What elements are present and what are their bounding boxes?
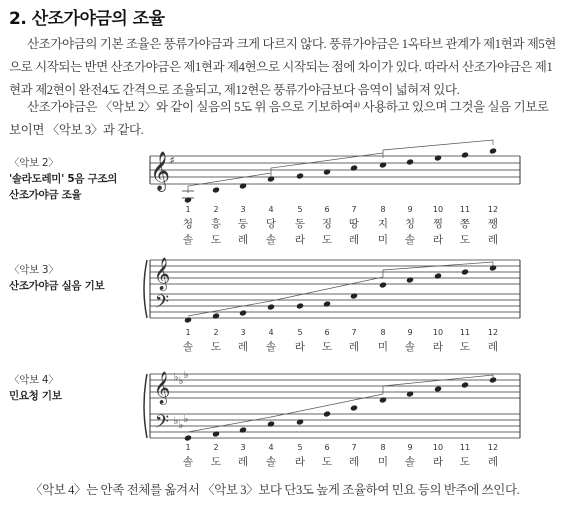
ex3-solfege: 도 (321, 341, 333, 353)
ex4-solfege: 솔 (404, 456, 416, 468)
ex2-string-number: 8 (380, 205, 386, 214)
paragraph-3-text: 〈악보 4〉는 안족 전체를 옮겨서 〈악보 3〉보다 단3도 높게 조율하여 민요 등의 반주에 쓰인다. (30, 483, 520, 497)
ex4-solfege: 레 (487, 456, 499, 468)
ex4-string-number: 2 (213, 443, 219, 452)
section-heading: 2. 산조가야금의 조율 (9, 9, 165, 29)
ex4-flat-icon: ♭ (183, 370, 189, 381)
ex4-flat-icon: ♭ (173, 372, 179, 383)
ex4-note (350, 404, 358, 411)
ex2-string-name: 둥 (237, 218, 249, 230)
ex2-string-name: 땅 (348, 218, 360, 230)
paragraph-2-text: 산조가야금은 〈악보 2〉와 같이 실음의 5도 위 음으로 기보하여⁴⁾ 사용하고 있으며 그것을 실음 기보로 보이면 〈악보 3〉과 같다. (9, 100, 549, 137)
ex2-string-number: 5 (297, 205, 303, 214)
ex4-bass-clef-icon: 𝄢 (154, 412, 170, 437)
ex2-note (434, 154, 442, 161)
ex3-note (350, 292, 358, 299)
ex2-solfege: 레 (487, 234, 499, 246)
ex4-note (184, 434, 192, 441)
ex2-string-number: 6 (324, 205, 330, 214)
ex4-note (239, 426, 247, 433)
ex2-string-name: 동 (294, 218, 306, 230)
ex4-note (379, 396, 387, 403)
ex4-solfege: 솔 (182, 456, 194, 468)
ex4-string-number: 4 (268, 443, 274, 452)
ex3-string-number: 2 (213, 328, 219, 337)
ex3-solfege: 솔 (182, 341, 194, 353)
ex2-string-number: 2 (213, 205, 219, 214)
ex3-solfege: 라 (432, 341, 444, 353)
ex2-octave-bracket (188, 173, 271, 193)
example-4-label-line2: 민요청 기보 (9, 390, 62, 402)
treble-clef-icon: 𝄞 (149, 151, 171, 191)
ex3-string-number: 4 (268, 328, 274, 337)
ex4-flat-icon: ♭ (178, 420, 184, 431)
ex3-solfege: 도 (459, 341, 471, 353)
ex3-treble-clef-icon: 𝄞 (153, 257, 171, 290)
ex2-string-number: 10 (432, 205, 444, 214)
ex4-string-number: 5 (297, 443, 303, 452)
ex4-string-number: 8 (380, 443, 386, 452)
example-4-label-line1: 〈악보 4〉 (9, 374, 59, 386)
example-2-label-line1: 〈악보 2〉 (9, 157, 59, 169)
ex4-solfege: 도 (210, 456, 222, 468)
ex2-string-name: 쨍 (487, 218, 499, 230)
ex2-string-name: 징 (321, 218, 333, 230)
ex4-string-number: 11 (459, 443, 471, 452)
ex2-solfege: 레 (348, 234, 360, 246)
ex2-solfege: 미 (377, 234, 389, 246)
ex3-note (434, 272, 442, 279)
ex3-brace-icon (144, 260, 147, 318)
ex3-string-number: 3 (240, 328, 246, 337)
ex3-string-number: 9 (407, 328, 413, 337)
ex3-string-number: 8 (380, 328, 386, 337)
ex3-note (323, 300, 331, 307)
example-2-label-line3: 산조가야금 조율 (9, 189, 82, 201)
ex2-note (350, 164, 358, 171)
ex2-solfege: 라 (294, 234, 306, 246)
ex4-solfege: 라 (294, 456, 306, 468)
ex2-string-name: 칭 (404, 218, 416, 230)
example-3-label-line1: 〈악보 3〉 (9, 264, 59, 276)
ex2-note (323, 168, 331, 175)
ex2-string-name: 청 (182, 218, 194, 230)
ex3-note (461, 268, 469, 275)
ex2-note (489, 147, 497, 154)
ex4-flat-icon: ♭ (178, 376, 184, 387)
ex2-string-number: 4 (268, 205, 274, 214)
ex3-note (184, 316, 192, 323)
ex4-note (434, 385, 442, 392)
example-3-label-line2: 산조가야금 실음 기보 (9, 280, 105, 292)
ex4-note (323, 410, 331, 417)
ex4-note (267, 420, 275, 427)
ex2-note (184, 196, 192, 203)
ex2-string-number: 12 (487, 205, 499, 214)
ex4-note (461, 381, 469, 388)
ex3-string-number: 12 (487, 328, 499, 337)
ex4-string-number: 3 (240, 443, 246, 452)
ex2-note (461, 151, 469, 158)
ex4-flat-icon: ♭ (173, 416, 179, 427)
ex3-octave-bracket (271, 277, 383, 301)
ex4-note (406, 390, 414, 397)
ex4-solfege: 라 (432, 456, 444, 468)
ex3-solfege: 미 (377, 341, 389, 353)
ex4-octave-bracket (188, 417, 271, 432)
ex3-string-number: 1 (185, 328, 191, 337)
ex4-string-number: 10 (432, 443, 444, 452)
ex2-string-name: 찡 (432, 218, 444, 230)
ex2-solfege: 솔 (182, 234, 194, 246)
ex4-treble-clef-icon: 𝄞 (153, 371, 171, 404)
ex3-bass-clef-icon: 𝄢 (154, 292, 170, 317)
ex3-solfege: 레 (348, 341, 360, 353)
ex3-string-number: 10 (432, 328, 444, 337)
ex2-note (296, 172, 304, 179)
ex3-solfege: 도 (210, 341, 222, 353)
ex4-string-number: 12 (487, 443, 499, 452)
ex2-string-number: 11 (459, 205, 471, 214)
ex3-octave-bracket (188, 301, 271, 316)
ex2-solfege: 레 (237, 234, 249, 246)
ex2-string-name: 쫑 (459, 218, 471, 230)
ex2-solfege: 도 (210, 234, 222, 246)
ex4-solfege: 레 (348, 456, 360, 468)
ex4-string-number: 9 (407, 443, 413, 452)
ex4-note (296, 418, 304, 425)
ex2-note (212, 186, 220, 193)
ex3-solfege: 라 (294, 341, 306, 353)
ex3-solfege: 솔 (404, 341, 416, 353)
ex2-solfege: 도 (321, 234, 333, 246)
ex4-brace-icon (144, 374, 147, 438)
ex4-string-number: 6 (324, 443, 330, 452)
ex3-note (296, 302, 304, 309)
ex4-string-number: 1 (185, 443, 191, 452)
ex4-flat-icon: ♭ (183, 414, 189, 425)
ex2-solfege: 도 (459, 234, 471, 246)
ex3-string-number: 6 (324, 328, 330, 337)
ex2-solfege: 솔 (265, 234, 277, 246)
ex2-string-name: 흥 (210, 218, 222, 230)
ex4-solfege: 도 (459, 456, 471, 468)
paragraph-minyo-note (30, 479, 560, 502)
ex4-solfege: 솔 (265, 456, 277, 468)
ex3-string-number: 11 (459, 328, 471, 337)
ex3-note (267, 303, 275, 310)
ex2-octave-bracket (383, 140, 493, 153)
ex3-note (379, 281, 387, 288)
ex4-string-number: 7 (351, 443, 357, 452)
ex4-note (212, 430, 220, 437)
ex2-note (406, 158, 414, 165)
ex3-solfege: 레 (487, 341, 499, 353)
sharp-icon: ♯ (169, 154, 175, 167)
ex3-solfege: 레 (237, 341, 249, 353)
ex3-string-number: 5 (297, 328, 303, 337)
ex3-string-number: 7 (351, 328, 357, 337)
ex2-solfege: 솔 (404, 234, 416, 246)
paragraph-1-text: 산조가야금의 기본 조율은 풍류가야금과 크게 다르지 않다. 풍류가야금은 1옥타브 관계가 제1현과 제5현으로 시작되는 반면 산조가야금은 제1현과 제4현으로 시작되는 점에 차이가 있다. 따라서 산조가야금은 제1현과 제2현이 완전4도 간격으로 조율되고, 제12현은 풍류가야금보다 음역이 넓혀져 있다. (9, 37, 556, 97)
ex2-string-number: 9 (407, 205, 413, 214)
ex3-note (212, 312, 220, 319)
ex2-string-number: 1 (185, 205, 191, 214)
ex2-string-name: 당 (265, 218, 277, 230)
ex2-note (239, 182, 247, 189)
ex4-solfege: 레 (237, 456, 249, 468)
ex3-note (239, 309, 247, 316)
ex4-solfege: 도 (321, 456, 333, 468)
ex4-solfege: 미 (377, 456, 389, 468)
ex2-note (379, 161, 387, 168)
ex2-string-number: 3 (240, 205, 246, 214)
example-2-label-line2: '솔라도레미' 5음 구조의 (9, 173, 118, 185)
ex2-string-name: 지 (377, 218, 389, 230)
ex2-solfege: 라 (432, 234, 444, 246)
ex3-solfege: 솔 (265, 341, 277, 353)
ex2-string-number: 7 (351, 205, 357, 214)
ex3-note (406, 276, 414, 283)
